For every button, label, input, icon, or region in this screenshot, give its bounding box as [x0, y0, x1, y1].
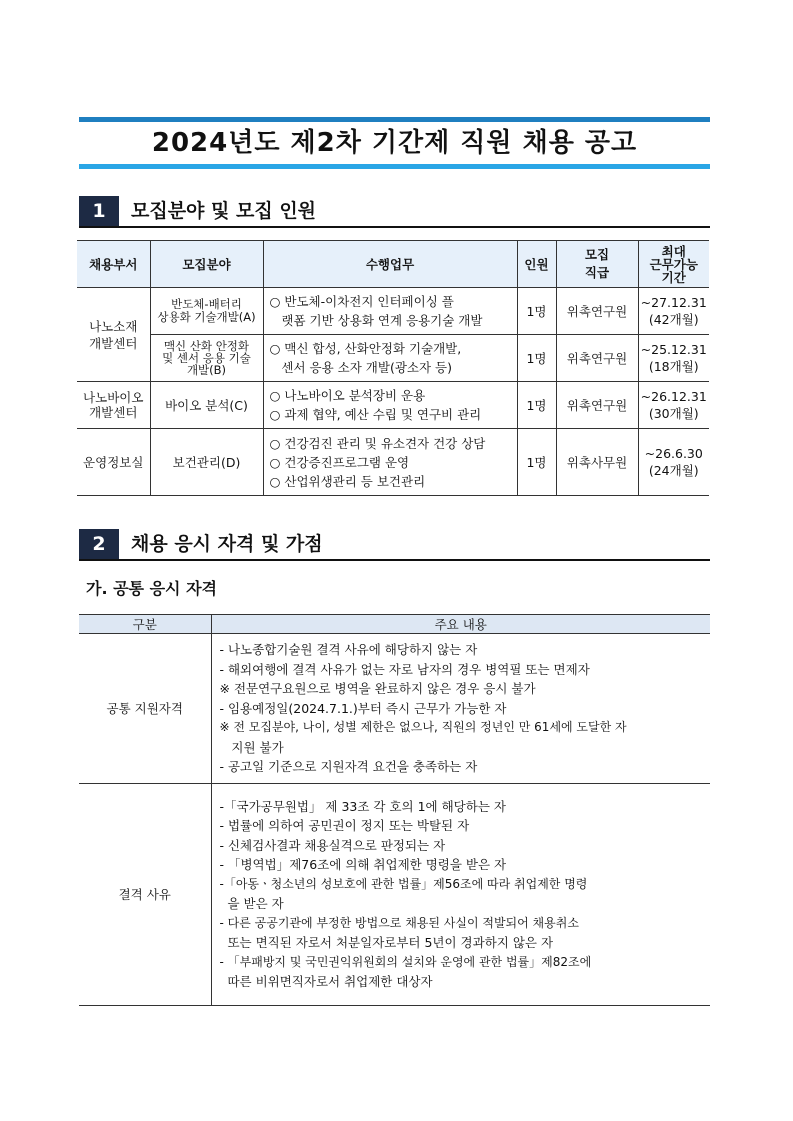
header-count: 인원 [517, 241, 556, 288]
task-cell [263, 335, 517, 382]
task-cell [263, 429, 517, 496]
task-line: ○ 건강증진프로그램 운영 [269, 454, 410, 470]
content-line: - 「병역법」제76조에 의해 취업제한 명령을 받은 자 [219, 857, 507, 872]
content-line: ※ 전문연구요원으로 병역을 완료하지 않은 경우 응시 불가 [219, 681, 536, 696]
rank-cell: 위촉연구원 [556, 288, 638, 335]
task-cell [263, 382, 517, 429]
recruitment-table [77, 240, 709, 496]
header-rank-line2: 직급 [584, 265, 610, 280]
count-cell: 1명 [517, 335, 556, 382]
count-cell: 1명 [517, 288, 556, 335]
task-line: 센서 응용 소자 개발(광소자 등) [269, 360, 452, 375]
table-row [77, 335, 709, 382]
table-header-row [79, 615, 710, 634]
period-cell: ~26.6.30 (24개월) [638, 429, 709, 496]
content-cell [211, 634, 710, 784]
task-line: ○ 반도체-이차전지 인터페이싱 플 [269, 294, 454, 309]
section-underline [79, 559, 710, 561]
section-number: 1 [79, 196, 119, 226]
content-line: 따른 비위면직자로서 취업제한 대상자 [219, 974, 433, 989]
content-line: ※ 전 모집분야, 나이, 성별 제한은 없으나, 직원의 정년인 만 61세에 도달한 자 [219, 720, 627, 734]
section-underline [79, 226, 710, 228]
dept-cell: 운영정보실 [77, 429, 150, 496]
dept-cell: 나노바이오 개발센터 [77, 382, 150, 429]
page-title: 2024년도 제2차 기간제 직원 채용 공고 [151, 128, 638, 158]
header-period-line1: 최대 [661, 243, 686, 259]
period-cell: ~27.12.31 (42개월) [638, 288, 709, 335]
section-1-header [79, 196, 710, 228]
header-period-line3: 기간 [661, 269, 686, 285]
content-line: - 「부패방지 및 국민권익위원회의 설치와 운영에 관한 법률」제82조에 [219, 954, 592, 969]
content-cell [211, 783, 710, 1005]
field-cell: 바이오 분석(C) [150, 382, 263, 429]
category-cell: 결격 사유 [79, 783, 211, 1005]
content-line: - 신체검사결과 채용실격으로 판정되는 자 [219, 837, 446, 853]
field-cell: 반도체-배터리 상용화 기술개발(A) [150, 288, 263, 335]
header-task: 수행업무 [263, 241, 517, 288]
section-2-header [79, 529, 710, 561]
rank-cell: 위촉연구원 [556, 335, 638, 382]
table-row [79, 783, 710, 1005]
task-line: ○ 나노바이오 분석장비 운용 [269, 388, 426, 403]
table-row [77, 288, 709, 335]
title-bottom-bar [79, 164, 710, 169]
task-line: ○ 맥신 합성, 산화안정화 기술개발, [269, 341, 462, 356]
qualification-table [79, 614, 710, 1006]
content-line: - 공고일 기준으로 지원자격 요건을 충족하는 자 [219, 759, 478, 774]
header-content: 주요 내용 [211, 615, 710, 634]
content-line: - 다른 공공기관에 부정한 방법으로 채용된 사실이 적발되어 채용취소 [219, 915, 579, 930]
content-line: - 해외여행에 결격 사유가 없는 자로 남자의 경우 병역필 또는 면제자 [219, 661, 590, 677]
count-cell: 1명 [517, 429, 556, 496]
task-line: ○ 건강검진 관리 및 유소견자 건강 상담 [269, 435, 486, 451]
field-cell: 맥신 산화 안정화 및 센서 응용 기술 개발(B) [150, 335, 263, 382]
rank-cell: 위촉사무원 [556, 429, 638, 496]
field-cell: 보건관리(D) [150, 429, 263, 496]
task-line: ○ 산업위생관리 등 보건관리 [269, 473, 426, 489]
content-line: - 나노종합기술원 결격 사유에 해당하지 않는 자 [219, 642, 478, 657]
content-line: - 임용예정일(2024.7.1.)부터 즉시 근무가 가능한 자 [219, 700, 507, 716]
content-line: - 법률에 의하여 공민권이 정지 또는 박탈된 자 [219, 818, 470, 833]
content-line: -「국가공무원법」 제 33조 각 호의 1에 해당하는 자 [219, 798, 506, 814]
task-cell [263, 288, 517, 335]
table-row [77, 382, 709, 429]
section-number: 2 [79, 529, 119, 559]
header-rank-line1: 모집 [584, 247, 610, 262]
header-period [638, 241, 709, 288]
dept-cell: 나노소재 개발센터 [77, 288, 150, 382]
task-line: 랫폼 기반 상용화 연계 응용기술 개발 [269, 313, 483, 328]
category-cell: 공통 지원자격 [79, 634, 211, 784]
content-line: 또는 면직된 자로서 처분일자로부터 5년이 경과하지 않은 자 [219, 935, 554, 950]
content-line: -「아동ㆍ청소년의 성보호에 관한 법률」제56조에 따라 취업제한 명령 [219, 876, 588, 891]
table-header-row [77, 241, 709, 288]
subsection-title: 가. 공통 응시 자격 [86, 579, 217, 598]
header-category: 구분 [79, 615, 211, 634]
header-dept: 채용부서 [77, 241, 150, 288]
title-banner [79, 117, 710, 169]
rank-cell: 위촉연구원 [556, 382, 638, 429]
header-rank [556, 241, 638, 288]
content-line: 을 받은 자 [219, 896, 284, 911]
table-row [79, 634, 710, 784]
task-line: ○ 과제 협약, 예산 수립 및 연구비 관리 [269, 407, 482, 422]
header-period-line2: 근무가능 [649, 256, 698, 272]
count-cell: 1명 [517, 382, 556, 429]
period-cell: ~26.12.31 (30개월) [638, 382, 709, 429]
content-line: 지원 불가 [219, 739, 284, 755]
table-row [77, 429, 709, 496]
section-title: 모집분야 및 모집 인원 [131, 200, 317, 222]
section-title: 채용 응시 자격 및 가점 [131, 533, 323, 555]
header-field: 모집분야 [150, 241, 263, 288]
period-cell: ~25.12.31 (18개월) [638, 335, 709, 382]
